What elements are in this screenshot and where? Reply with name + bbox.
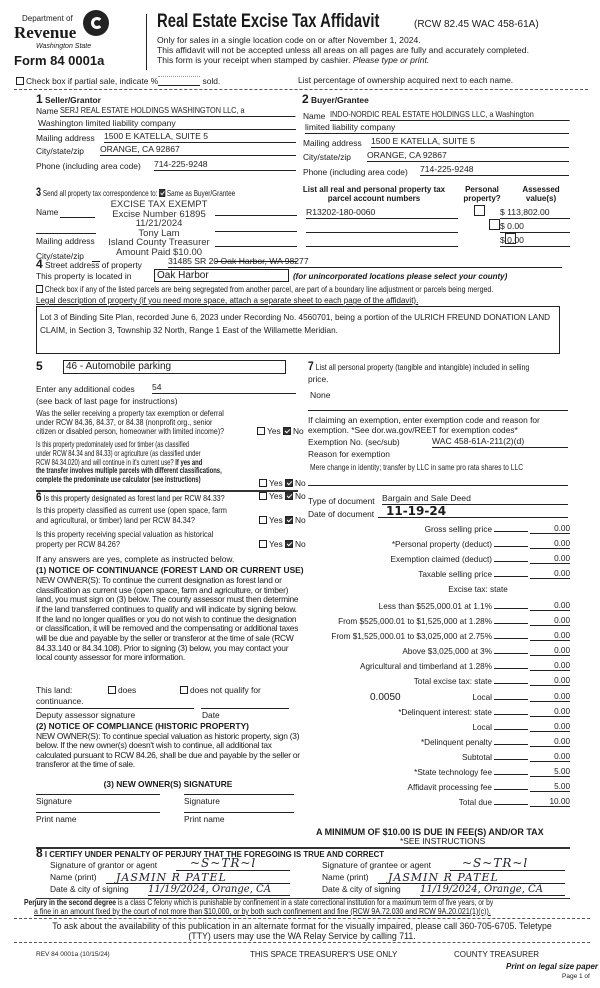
no-checkbox[interactable] [285, 479, 293, 487]
tax-row-label: Local [472, 723, 492, 732]
section-number: 8 [36, 846, 43, 860]
grantor-date-label: Date & city of signing [50, 884, 129, 894]
yes-checkbox[interactable] [259, 479, 267, 487]
tax-row [300, 722, 570, 732]
perjury-rest: is a class C felony which is punishable by confinement in a state correctional institution for a maximum term of five years, or by [117, 898, 494, 907]
subtitle-2: This affidavit will not be accepted unless all areas on all pages are fully and accurately completed. [157, 45, 529, 55]
assessed-header-2: value(s) [525, 194, 557, 204]
tax-row-label: *Delinquent interest: state [398, 708, 492, 717]
seller-phone-field[interactable]: 714-225-9248 [154, 160, 296, 171]
personal-property-checkbox[interactable] [474, 205, 485, 216]
segregated-checkbox[interactable] [36, 285, 43, 293]
does-label: does [118, 685, 137, 695]
ownership-note: List percentage of ownership acquired next to each name. [298, 75, 514, 85]
doctype-label: Type of document [308, 496, 375, 506]
tax-row-label: Agricultural and timberland at 1.28% [360, 662, 492, 671]
date-label: Date [202, 710, 220, 720]
current-use-question [36, 506, 227, 525]
no-label: No [295, 491, 306, 501]
yes-checkbox[interactable] [259, 516, 267, 524]
no-checkbox[interactable] [285, 492, 293, 500]
section-number: 4 [36, 257, 43, 271]
see-back-note: (see back of last page for instructions) [36, 396, 178, 406]
grantor-signature-icon: ~S~TR~l [190, 856, 257, 870]
yes-label: Yes [269, 491, 283, 501]
grantee-name-field[interactable]: JASMIN R PATEL [378, 872, 565, 884]
signature-line[interactable] [36, 794, 160, 795]
minimum-note: A MINIMUM OF $10.00 IS DUE IN FEE(S) AND/OR TAX [316, 827, 544, 837]
no-label: No [295, 539, 306, 549]
assessed-value-field[interactable]: $ 0.00 [500, 236, 570, 247]
corr-name-label: Name [36, 207, 59, 217]
tax-row-leader [494, 546, 528, 547]
stamp-line: Tony Lam [138, 227, 180, 239]
tax-row-leader [494, 774, 528, 775]
legal-paper-note: Print on legal size paper [506, 962, 599, 971]
parcel-number-field[interactable] [306, 222, 458, 233]
stamp-line: Excise Number 61895 [112, 208, 206, 220]
tax-row [300, 554, 570, 564]
stamp-line: Amount Paid $10.00 [115, 246, 203, 258]
partial-sale-label: Check box if partial sale, indicate % [26, 76, 159, 86]
seller-mail-field[interactable]: 1500 E KATELLA, SUITE 5 [104, 132, 296, 143]
form-number: Form 84 0001a [14, 53, 105, 68]
q-line: property per RCW 84.26? [36, 538, 120, 549]
partial-sale-checkbox[interactable] [16, 77, 24, 85]
tax-row [300, 539, 570, 549]
subtitle-3-italic: Please type or print. [352, 55, 430, 65]
personal-property-label [308, 360, 529, 374]
no-label: No [295, 515, 306, 525]
tax-row [300, 661, 570, 671]
tax-row [300, 601, 570, 611]
street-label [36, 258, 142, 272]
stamp-line: Island County Treasurer [108, 237, 210, 248]
located-note: (for unincorporated locations please select your county) [293, 272, 508, 281]
tax-row [300, 631, 570, 641]
title-rcw: (RCW 82.45 WAC 458-61A) [414, 19, 539, 30]
additional-codes-field[interactable]: 54 [152, 383, 296, 394]
parcel-header-2: parcel account numbers [327, 194, 421, 204]
personal-header-2: property? [463, 194, 501, 204]
partial-percent-input[interactable] [158, 76, 200, 86]
q-line: Is this property classified as current use (open space, farm [36, 505, 227, 515]
tax-row-label: *State technology fee [414, 768, 492, 777]
section-number: 3 [36, 185, 42, 199]
stamp-line: EXCISE TAX EXEMPT [110, 199, 208, 210]
yes-label: Yes [269, 539, 283, 549]
tax-row-label: Local [472, 693, 492, 702]
q-line: Is this property predominately used for timber (as classified [36, 439, 190, 449]
tax-row-leader [494, 699, 528, 700]
q-line: complete the predominate use calculator (see instructions) [36, 474, 201, 485]
perjury-bold: Perjury in the second degree [24, 898, 117, 907]
q-line: under RCW 84.34 and 84.33) or agriculture (as classified under [36, 447, 201, 458]
correspondence-label [36, 186, 235, 200]
tax-row-label: Exemption claimed (deduct) [390, 555, 492, 564]
buyer-name-label: Name [303, 111, 326, 121]
legal-line: Lot 3 of Binding Site Plan, recorded June 6, 2023 under Recording No. 4560701, being a portion of the ULRICH FREUND DONATION LAND [40, 313, 551, 322]
section-number: 1 [36, 92, 43, 106]
tax-row-label: Excise tax: state [448, 585, 508, 594]
grantor-name-label: Name (print) [50, 872, 97, 882]
q-line: the transfer involves multiple parcels with different classifications, [36, 465, 222, 476]
exemption-text-1: If claiming an exemption, enter exemption code and reason for [308, 415, 540, 425]
segregated-row [36, 285, 493, 294]
docdate-field[interactable]: 11-19-24 [378, 505, 568, 518]
exemption-question [36, 409, 224, 435]
section-number: 2 [302, 92, 309, 106]
exemption-text-2: exemption. *See dor.wa.gov/REET for exemption codes* [308, 425, 518, 435]
seller-heading-label: Seller/Grantor [45, 95, 101, 105]
grantee-sig-label: Signature of grantee or agent [322, 860, 431, 870]
exemption-no-field[interactable]: WAC 458-61A-211(2)(d) [432, 437, 568, 448]
does-not-label: does not qualify for [190, 685, 261, 695]
yes-checkbox[interactable] [259, 492, 267, 500]
revision-label: REV 84 0001a (10/15/24) [36, 951, 110, 958]
tax-row-label: Gross selling price [424, 525, 492, 534]
tax-row-leader [494, 714, 528, 715]
alt-line: To ask about the availability of this publication in an alternate format for the visually impaired, please call 360-705-6705. Teletype [52, 921, 552, 931]
q-line: under RCW 84.36, 84.37, or 84.38 (nonprofit org., senior [36, 416, 213, 427]
if-yes-note: If any answers are yes, complete as instructed below. [36, 554, 235, 564]
parcel-header-1: List all real and personal property tax [302, 185, 446, 194]
doctype-field[interactable]: Bargain and Sale Deed [382, 494, 568, 505]
segregated-label: Check box if any of the listed parcels are being segregated from another parcel, are part of a boundary line adjustment or parcels being merged. [44, 285, 494, 294]
personal-property-field[interactable]: None [310, 390, 331, 400]
location-select[interactable]: Oak Harbor [154, 269, 289, 282]
tax-row-value[interactable]: 0.00 [530, 631, 570, 641]
grantee-signature-icon: ~S~TR~l [462, 856, 529, 870]
treasurer-use-label: THIS SPACE TREASURER'S USE ONLY [250, 950, 398, 959]
yes-label: Yes [269, 515, 283, 525]
q-text: Is this property designated as forest land per RCW 84.33? [43, 493, 225, 503]
no-label: No [295, 478, 306, 488]
correspondence-text: Send all property tax correspondence to: [42, 188, 158, 198]
assessed-header-1: Assessed [522, 185, 560, 194]
buyer-mail-label: Mailing address [303, 138, 362, 148]
subtitle-3 [157, 56, 429, 66]
q-line: Was the seller receiving a property tax exemption or deferral [36, 408, 224, 418]
q-bold: If yes and [175, 456, 203, 467]
partial-sale [16, 76, 220, 87]
does-checkbox[interactable] [108, 686, 116, 694]
corr-city-label: City/state/zip [36, 251, 84, 261]
tax-row-label: *Personal property (deduct) [391, 540, 492, 549]
same-as-buyer-checkbox[interactable] [159, 189, 165, 197]
tax-row-label: Affidavit processing fee [407, 783, 492, 792]
tax-row [300, 797, 570, 807]
tax-row-label: Less than $525,000.01 at 1.1% [378, 602, 492, 611]
yes-no [259, 479, 306, 489]
tax-row-leader [494, 531, 528, 532]
forest-question [36, 491, 225, 505]
print-name-line[interactable] [36, 812, 160, 813]
tax-row-value[interactable]: 0.00 [530, 646, 570, 656]
yes-no [259, 540, 306, 550]
buyer-heading-label: Buyer/Grantee [311, 95, 369, 105]
tax-row-label: Total due [458, 798, 492, 807]
subtitle-3-text: This form is your receipt when stamped by cashier. [157, 55, 351, 65]
tax-row-leader [494, 668, 528, 669]
corr-mail-label: Mailing address [36, 236, 95, 246]
section-number: 5 [36, 359, 43, 373]
grantor-name-field[interactable]: JASMIN R PATEL [106, 872, 290, 884]
personal-header [458, 185, 506, 203]
no-label: No [293, 426, 304, 436]
subtitle-1: Only for sales in a single location code on or after November 1, 2024. [157, 35, 421, 45]
parcel-number-field[interactable]: R13202-180-0060 [306, 208, 458, 219]
dor-logo-icon [83, 10, 109, 36]
seller-name-field[interactable]: SERJ REAL ESTATE HOLDINGS WASHINGTON LLC, a [60, 106, 295, 117]
notice-continuance-text: NEW OWNER(S): To continue the current designation as forest land or classification as current use (open space, farm and agriculture, or timber) land, you must sign on (3) below. The county assessor must then determine if the land transferred continues to qualify and will indicate by signing below. If the land no longer qualifies or you do not wish to continue the designation or classification, it will be removed and the compensating or additional taxes will be due and payable by the seller or transferor at the time of sale (RCW 84.33.140 or 84.34.108). Prior to signing (3) below, you may contact your local county assessor for more information. [36, 575, 299, 663]
yes-label: Yes [267, 426, 281, 436]
tax-row-label: *Delinquent penalty [420, 738, 492, 747]
does-not-checkbox[interactable] [180, 686, 188, 694]
reason-field[interactable]: Mere change in identity; transfer by LLC in same pro rata shares to LLC [310, 463, 524, 472]
tax-row [300, 524, 570, 534]
legal-label: Legal description of property (if you need more space, attach a separate sheet to each page of the affidavit). [36, 296, 419, 305]
tax-row-value[interactable]: 0.00 [530, 737, 570, 747]
personal-header-1: Personal [465, 185, 499, 194]
tax-row-value[interactable]: 0.00 [530, 752, 570, 762]
tax-row-label: From $1,525,000.01 to $3,025,000 at 2.75% [331, 632, 492, 641]
tax-row-value[interactable]: 5.00 [530, 767, 570, 777]
seller-name-field-2[interactable]: Washington limited liability company [38, 119, 296, 130]
divider [14, 89, 588, 90]
buyer-phone-label: Phone (including area code) [303, 167, 408, 177]
parcel-number-field[interactable] [306, 236, 458, 247]
print-name-label: Print name [184, 814, 225, 824]
assessed-value-field[interactable]: $ 113,802.00 [500, 208, 570, 219]
assessed-value-field[interactable]: $ 0.00 [500, 222, 570, 233]
local-rate: 0.0050 [370, 692, 401, 703]
grantee-name-label: Name (print) [322, 872, 369, 882]
notice-compliance-text: NEW OWNER(S): To continue special valuation as historic property, sign (3) below. If the new owner(s) doesn't wish to continue, all additional tax calculated pursuant to RCW 84.26, shall be due and payable by the seller or transferor at the time of sale. [36, 731, 300, 770]
tax-row [300, 752, 570, 762]
certify-text: I CERTIFY UNDER PENALTY OF PERJURY THAT THE FOREGOING IS TRUE AND CORRECT [44, 850, 385, 859]
tax-row-leader [494, 744, 528, 745]
grantee-date-field[interactable]: 11/19/2024, Orange, CA [420, 885, 565, 896]
tax-row-value[interactable]: 0.00 [530, 524, 570, 534]
buyer-mail-field[interactable]: 1500 E KATELLA, SUITE 5 [371, 137, 569, 148]
tax-row [300, 569, 570, 579]
deputy-signature-line[interactable] [36, 708, 194, 709]
yes-checkbox[interactable] [257, 427, 265, 435]
seller-city-field[interactable]: ORANGE, CA 92867 [100, 145, 296, 156]
section-number: 7 [308, 359, 314, 373]
header-divider [146, 14, 147, 70]
signature-line[interactable] [184, 794, 294, 795]
print-name-label: Print name [36, 814, 77, 824]
seller-city-label: City/state/zip [36, 146, 84, 156]
seller-name-label: Name [36, 106, 59, 116]
tax-row [398, 585, 558, 594]
personal-property-checkbox[interactable] [489, 219, 500, 230]
tax-row-value[interactable]: 0.00 [530, 569, 570, 579]
yes-no [257, 427, 304, 437]
state-label: Washington State [36, 43, 92, 50]
tax-row-label: Taxable selling price [418, 570, 492, 579]
tax-row-label: Subtotal [461, 753, 492, 762]
tax-row [300, 707, 570, 717]
buyer-name-field[interactable]: INDO-NORDIC REAL ESTATE HOLDINGS LLC, a Washington [330, 110, 570, 121]
tax-row-leader [494, 729, 528, 730]
q-text: RCW 84.34.020) and will continue in it's current use? [36, 456, 174, 467]
tax-row-leader [494, 576, 528, 577]
located-label: This property is located in [36, 271, 132, 281]
tax-row [300, 646, 570, 656]
seller-mail-label: Mailing address [36, 133, 95, 143]
tax-row [300, 616, 570, 626]
historic-question [36, 530, 213, 549]
yes-checkbox[interactable] [259, 540, 267, 548]
new-owner-signature-title: (3) NEW OWNER(S) SIGNATURE [103, 779, 233, 789]
revenue-logo-text: Revenue [14, 23, 77, 42]
additional-codes-label: Enter any additional codes [36, 384, 135, 394]
print-name-line[interactable] [184, 812, 294, 813]
deputy-signature-label: Deputy assessor signature [36, 710, 136, 720]
signature-label: Signature [36, 796, 72, 806]
continuance-label: continuance. [36, 696, 84, 706]
tax-row-value[interactable]: 0.00 [530, 722, 570, 732]
tax-row [300, 737, 570, 747]
does-option [108, 686, 136, 696]
reason-label: Reason for exemption [308, 449, 390, 459]
land-use-code-select[interactable]: 46 - Automobile parking [63, 360, 286, 374]
street-address-field[interactable]: 31485 SR 20 Oak Harbor, WA 98277 [168, 257, 562, 268]
tax-row-value[interactable]: 10.00 [530, 797, 570, 807]
tax-row-value[interactable]: 0.00 [530, 707, 570, 717]
legal-line: CLAIM, in Section 3, Township 32 North, Range 1 East of the Willamette Meridian. [40, 326, 338, 336]
tax-row [300, 692, 570, 702]
tax-row-label: From $525,000.01 to $1,525,000 at 1.28% [338, 617, 492, 626]
buyer-name-field-2[interactable]: limited liability company [305, 123, 569, 134]
q-line: Is this property receiving special valuation as historical [36, 529, 214, 539]
tax-row-leader [494, 804, 528, 805]
yes-no [259, 516, 306, 526]
tax-row-value[interactable]: 0.00 [530, 601, 570, 611]
personal-property-label-2: price. [308, 374, 329, 384]
q-line: citizen or disabled person, homeowner with limited income)? [36, 425, 225, 436]
partial-sold-label: sold. [202, 76, 221, 86]
treasurer-stamp [104, 200, 214, 257]
this-land-label: This land: [36, 685, 73, 695]
tax-row-label: Above $3,025,000 at 3% [402, 647, 492, 656]
no-checkbox[interactable] [285, 516, 293, 524]
tax-row-leader [494, 561, 528, 562]
tax-row [300, 782, 570, 792]
tax-row-leader [494, 623, 528, 624]
see-instructions: *SEE INSTRUCTIONS [400, 836, 486, 846]
street-label-text: Street address of property [45, 260, 142, 270]
same-as-buyer-label: Same as Buyer/Grantee [166, 188, 236, 198]
yes-label: Yes [269, 478, 283, 488]
docdate-label: Date of document [308, 509, 375, 519]
notice-continuance-title: (1) NOTICE OF CONTINUANCE (FOREST LAND OR CURRENT USE) [36, 565, 304, 575]
q-line: and agricultural, or timber) land per RCW 84.34? [36, 514, 195, 525]
yes-no [259, 492, 306, 502]
no-checkbox[interactable] [283, 427, 291, 435]
section-number: 6 [36, 490, 42, 504]
timber-question [36, 440, 222, 484]
parcel-header [292, 185, 456, 203]
alt-line: (TTY) users may use the WA Relay Service by calling 711. [188, 931, 416, 942]
tax-row-value[interactable]: 5.00 [530, 782, 570, 792]
page-number: Page 1 of [562, 973, 590, 980]
tax-row-leader [494, 638, 528, 639]
tax-row-value[interactable]: 0.00 [530, 661, 570, 671]
does-not-option [180, 686, 261, 696]
tax-row-leader [494, 789, 528, 790]
tax-row-value[interactable]: 0.00 [530, 692, 570, 702]
no-checkbox[interactable] [285, 540, 293, 548]
pp-text: List all personal property (tangible and intangible) included in selling [315, 362, 530, 372]
grantee-date-label: Date & city of signing [322, 884, 401, 894]
tax-row-value[interactable]: 0.00 [530, 539, 570, 549]
buyer-heading [302, 93, 369, 107]
buyer-phone-field[interactable]: 714-225-9248 [420, 165, 569, 176]
tax-row-value[interactable]: 0.00 [530, 676, 570, 686]
county-treasurer-label: COUNTY TREASURER [454, 950, 540, 959]
grantor-sig-label: Signature of grantor or agent [50, 860, 158, 870]
exemption-no-label: Exemption No. (sec/sub) [308, 437, 400, 447]
notice-compliance-title: (2) NOTICE OF COMPLIANCE (HISTORIC PROPERTY) [36, 721, 249, 731]
page-title: Real Estate Excise Tax Affidavit [157, 10, 380, 32]
tax-row-leader [494, 608, 528, 609]
tax-row-label: Total excise tax: state [413, 677, 492, 686]
tax-row-value[interactable]: 0.00 [530, 616, 570, 626]
legal-description-field[interactable] [36, 306, 560, 354]
buyer-city-label: City/state/zip [303, 152, 351, 162]
dept-label: Department of [22, 14, 73, 23]
alternate-format-notice [14, 918, 590, 943]
tax-row [300, 767, 570, 777]
stamp-line: 11/21/2024 [135, 218, 183, 229]
perjury-text-2: a fine in an amount fixed by the court of not more than $10,000, or by both such confinement and fine (RCW 9A.72.030 and RCW 9A.20.021(1)(c)). [34, 907, 491, 916]
tax-row-value[interactable]: 0.00 [530, 554, 570, 564]
signature-label: Signature [184, 796, 220, 806]
assessed-header [510, 185, 572, 203]
tax-row-leader [494, 759, 528, 760]
grantor-date-field[interactable]: 11/19/2024, Orange, CA [148, 885, 290, 896]
tax-row-leader [494, 683, 528, 684]
tax-row [300, 676, 570, 686]
date-line[interactable] [201, 708, 289, 709]
buyer-city-field[interactable]: ORANGE, CA 92867 [367, 151, 569, 162]
seller-phone-label: Phone (including area code) [36, 161, 141, 171]
tax-row-leader [494, 653, 528, 654]
